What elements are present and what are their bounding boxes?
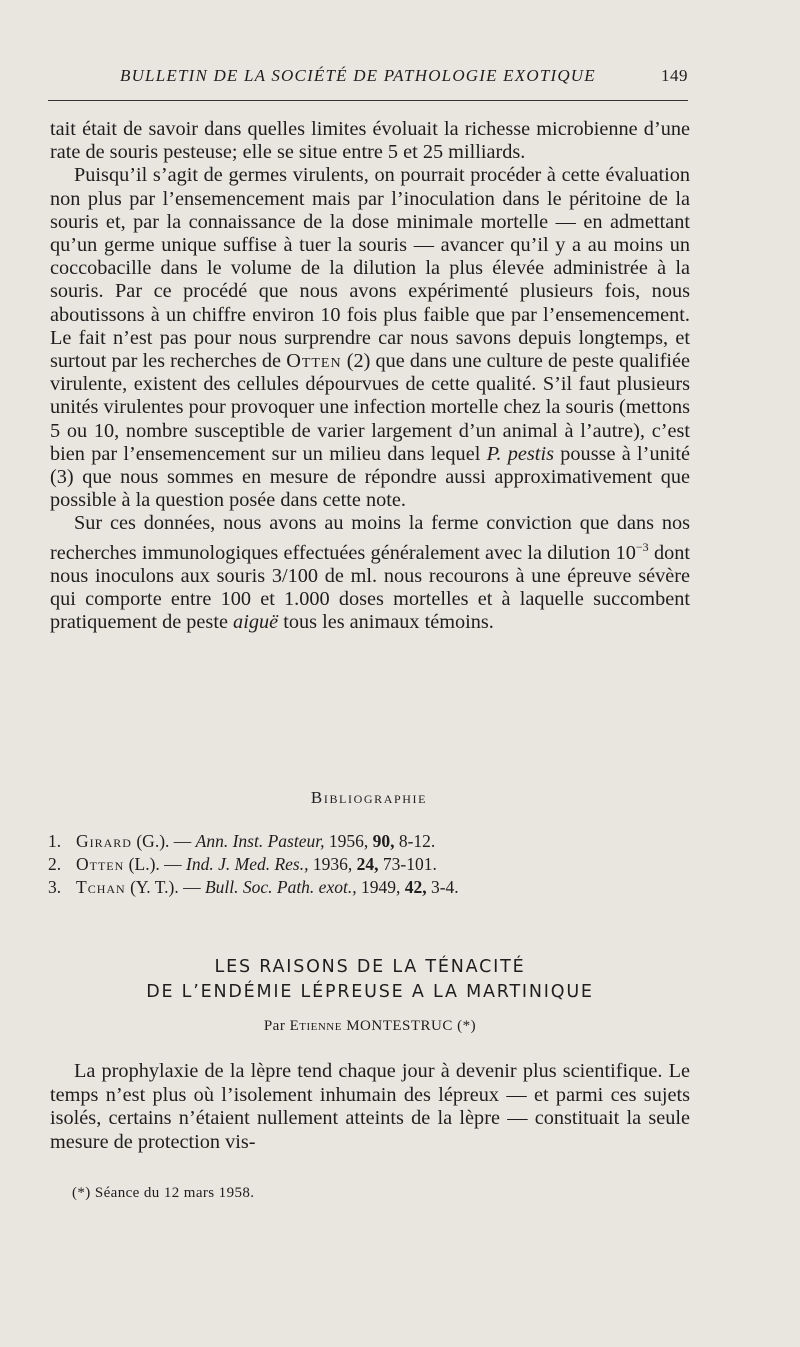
paragraph-3-text-a: Sur ces données, nous avons au moins la ferme conviction que dans nos recherches immunologiques effectuées généralement avec la dilution	[50, 512, 690, 564]
reference-volume: 90,	[372, 831, 395, 851]
paragraph-1: tait était de savoir dans quelles limites évoluait la richesse microbienne d’une rate de souris pesteuse; elle se situe entre 5 et 25 milliards.	[50, 118, 690, 164]
paragraph-3-text-c: tous les animaux témoins.	[283, 611, 494, 634]
byline	[0, 1018, 740, 1035]
reference-year: 1949,	[360, 877, 401, 897]
reference-volume: 42,	[404, 877, 427, 897]
reference-journal: Ann. Inst. Pasteur,	[195, 831, 325, 851]
article-continuation	[50, 118, 690, 634]
dilution-exponent: −3	[635, 539, 649, 554]
reference-number: 3.	[48, 877, 62, 897]
article-paragraph-1: La prophylaxie de la lèpre tend chaque jour à devenir plus scientifique. Le temps n’est plus où l’isolement inhumain des lépreux — et parmi ces sujets isolés, certains n’étaient nullement atteints de la lèpre — constituait la seule mesure de protection vis-	[50, 1060, 690, 1153]
reference-journal: Bull. Soc. Path. exot.,	[204, 877, 357, 897]
author-last-name: MONTESTRUC (*)	[346, 1018, 477, 1034]
reference-item	[48, 853, 688, 876]
reference-year: 1956,	[328, 831, 369, 851]
paragraph-2	[50, 164, 690, 512]
article-title-line-1: LES RAISONS DE LA TÉNACITÉ	[214, 957, 526, 977]
reference-initials: (L.). —	[128, 854, 182, 874]
reference-item	[48, 830, 688, 853]
article-title-line-2: DE L’ENDÉMIE LÉPREUSE A LA MARTINIQUE	[146, 982, 594, 1002]
reference-pages: 73-101.	[382, 854, 437, 874]
author-name-otten: Otten	[286, 350, 342, 373]
reference-item	[48, 876, 688, 899]
paragraph-2-text-a: Puisqu’il s’agit de germes virulents, on pourrait procéder à cette évaluation non plus par l’ensemencement mais par l’inoculation dans le péritoine de la souris et, par la connaissance de la dose minimale mortelle — en admettant qu’un germe unique suffise à tuer la souris — avancer qu’il y a au moins un coccobacille dans le volume de la dilution la plus élevée administrée à la souris. Par ce procédé que nous avons expérimenté plusieurs fois, nous aboutissons à un chiffre environ 10 fois plus faible que par l’ensemencement. Le fait n’est pas pour nous surprendre car nous savons depuis longtemps, et surtout par les recherches de	[50, 164, 690, 373]
reference-author: Tchan	[76, 877, 126, 897]
reference-volume: 24,	[356, 854, 379, 874]
italic-word: aiguë	[233, 611, 279, 634]
paragraph-2-text-b: (2) que dans une culture de peste qualifiée virulente, existent des cellules dépourvues de cette qualité. S’il faut plusieurs unités virulentes pour provoquer une infection mortelle chez la souris (mettons 5 ou 10, nombre susceptible de varier largement d’un animal à l’autre), c’est bien par l’ensemencement sur un milieu dans lequel	[50, 350, 690, 465]
page-number: 149	[661, 66, 688, 85]
reference-year: 1936,	[312, 854, 353, 874]
header-rule	[48, 100, 688, 101]
reference-number: 1.	[48, 831, 62, 851]
reference-initials: (Y. T.). —	[130, 877, 201, 897]
article-title	[0, 955, 740, 1005]
species-name: P. pestis	[486, 442, 554, 465]
reference-author: Girard	[76, 831, 132, 851]
reference-journal: Ind. J. Med. Res.,	[186, 854, 309, 874]
running-title: BULLETIN DE LA SOCIÉTÉ DE PATHOLOGIE EXOTIQUE	[120, 66, 596, 85]
bibliography-list	[48, 830, 688, 899]
dilution-base: 10	[615, 541, 636, 564]
paragraph-3	[50, 512, 690, 634]
bibliography-heading: Bibliographie	[310, 788, 428, 807]
reference-pages: 8-12.	[398, 831, 436, 851]
reference-number: 2.	[48, 854, 62, 874]
reference-pages: 3-4.	[430, 877, 459, 897]
article-body	[50, 1060, 690, 1154]
author-first-name: Etienne	[289, 1018, 342, 1034]
reference-author: Otten	[76, 854, 125, 874]
paragraph-3-text-b: dont nous inoculons aux souris 3/100 de ml. nous recourons à une épreuve sévère qui comporte entre 100 et 1.000 doses mortelles et à laquelle succombent pratiquement de peste	[50, 541, 690, 634]
byline-prefix: Par	[263, 1018, 286, 1034]
paragraph-2-text-c: pousse à l’unité (3) que nous sommes en mesure de répondre aussi approximativement que possible à la question posée dans cette note.	[50, 442, 690, 512]
reference-initials: (G.). —	[136, 831, 192, 851]
footnote: (*) Séance du 12 mars 1958.	[72, 1185, 255, 1201]
